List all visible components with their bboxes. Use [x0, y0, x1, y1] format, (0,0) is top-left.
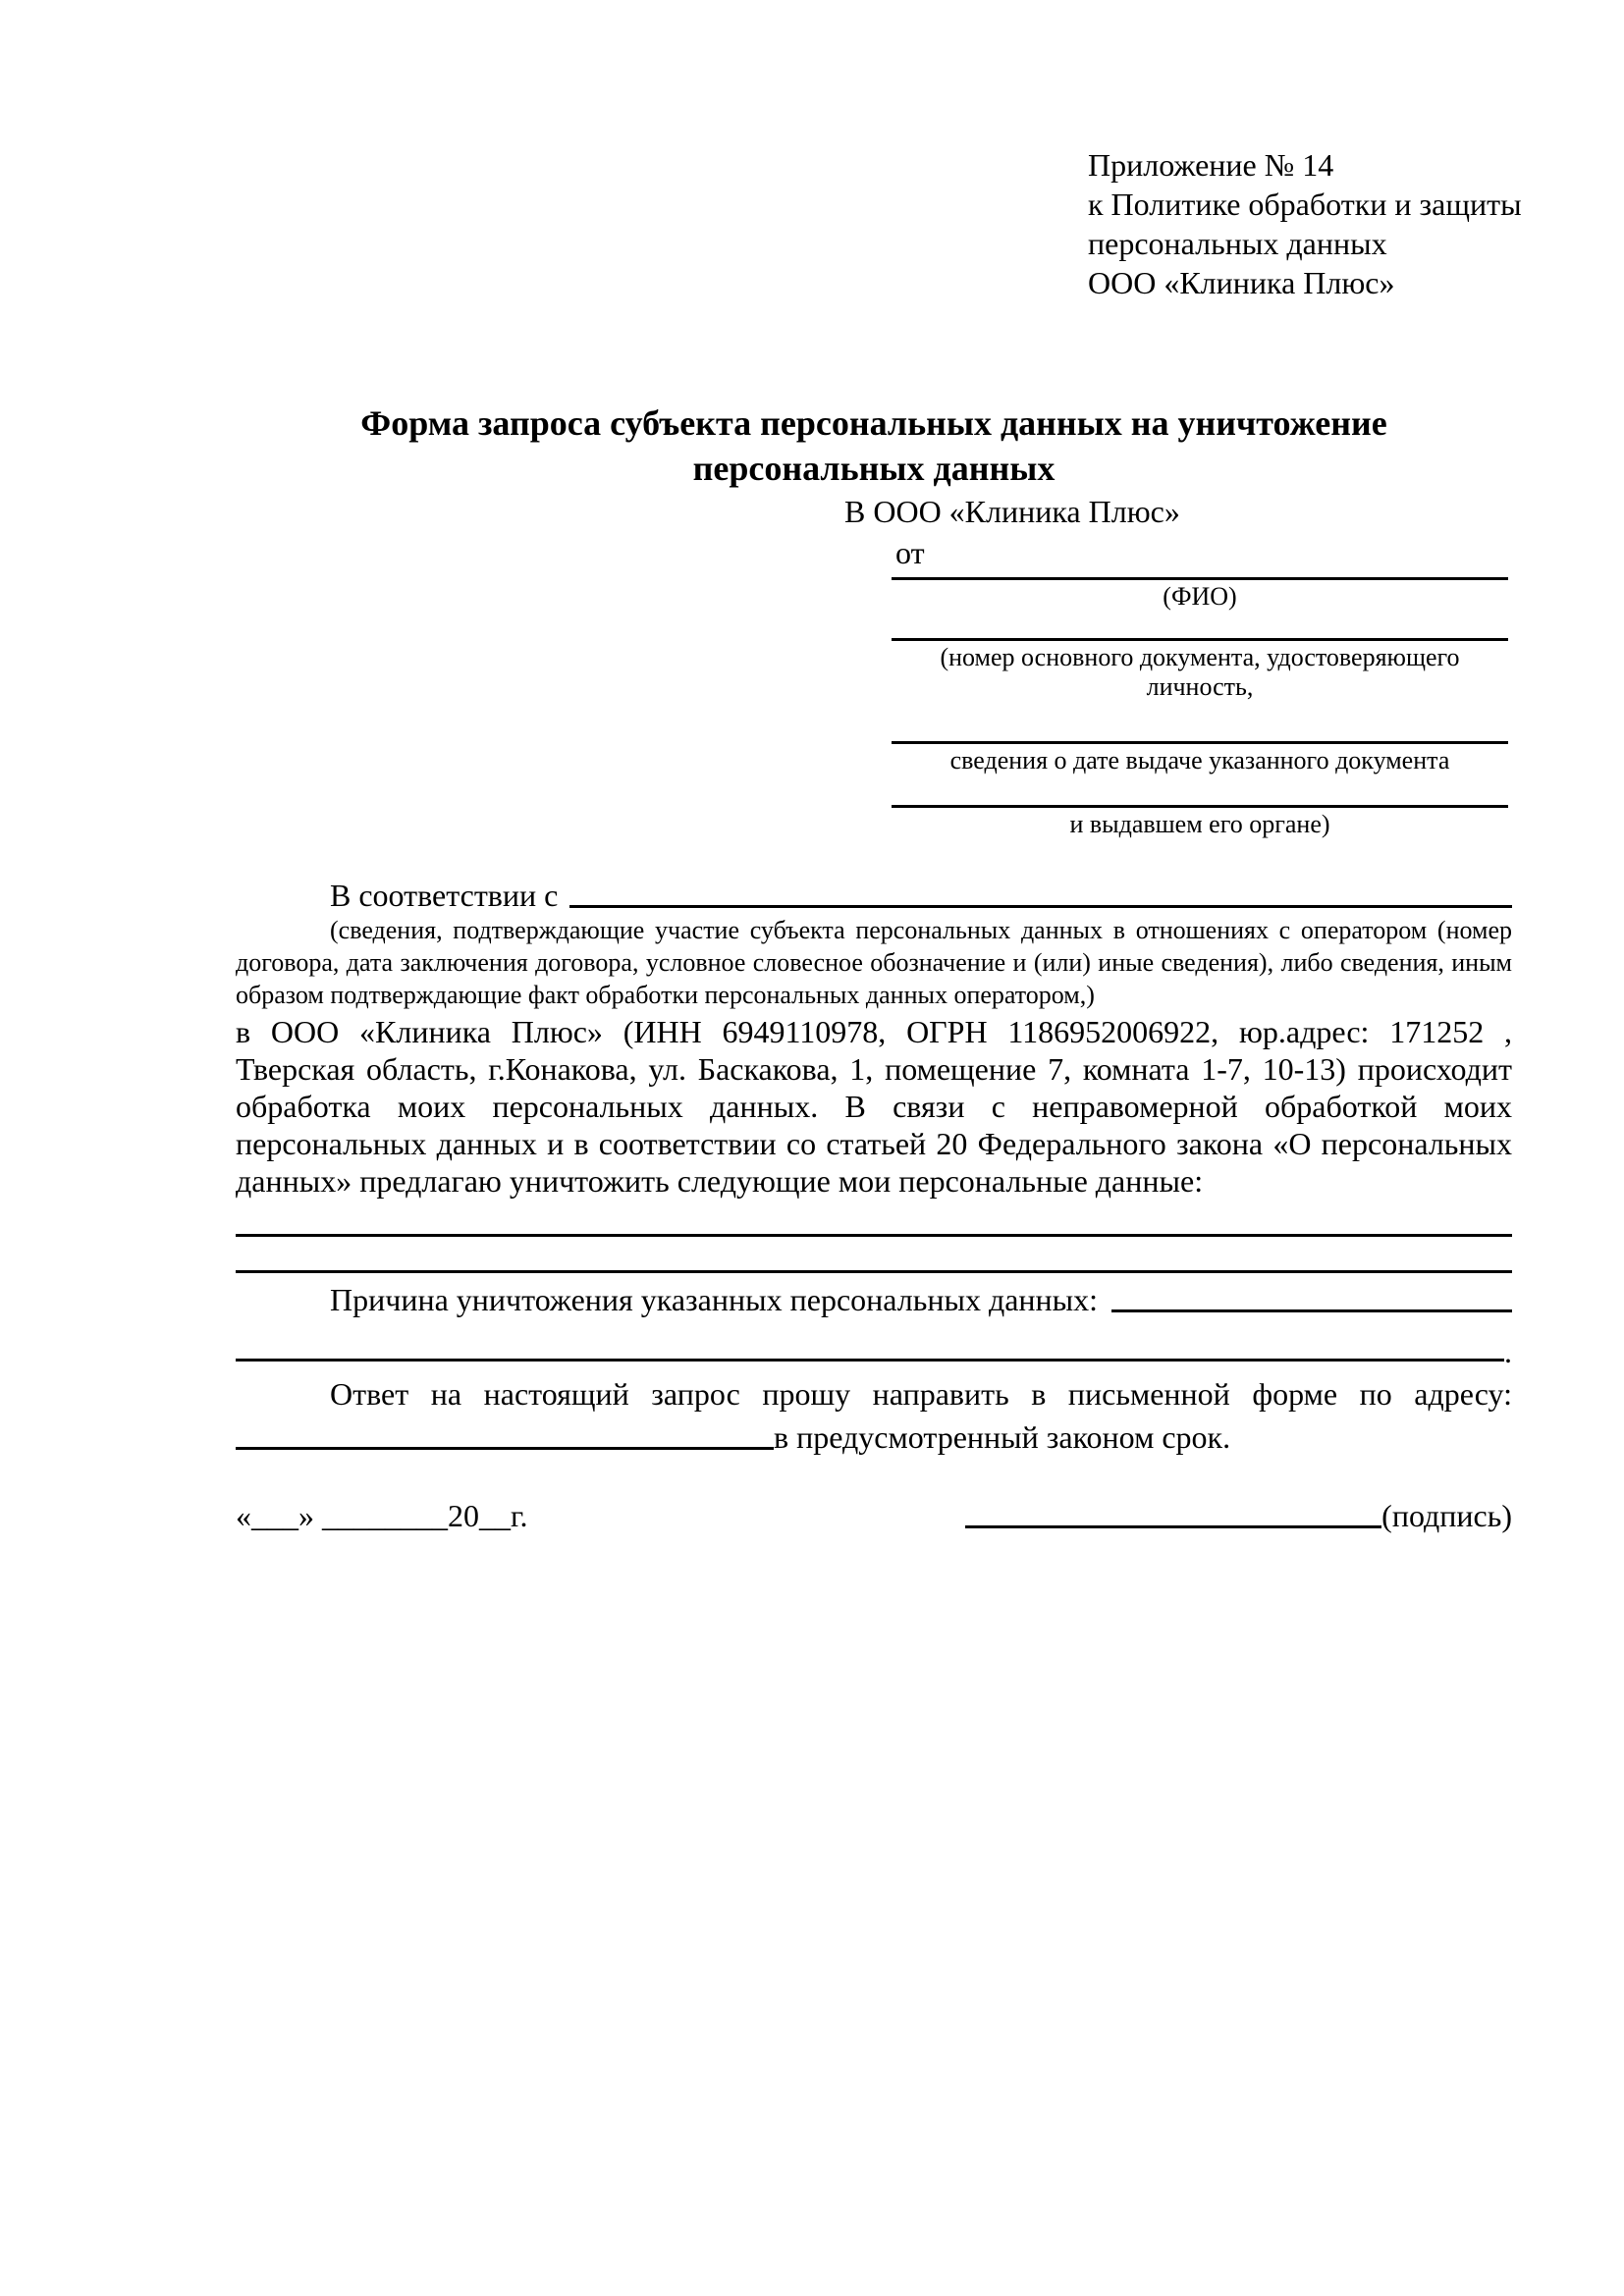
response-suffix: в предусмотренный законом срок.	[774, 1419, 1231, 1455]
accordance-row	[236, 877, 1512, 914]
appendix-line: персональных данных	[1088, 226, 1387, 261]
main-paragraph: в ООО «Клиника Плюс» (ИНН 6949110978, ОГРН 1186952006922, юр.адрес: 171252 , Тверская область, г.Конакова, ул. Баскакова, 1, помещение 7, комната 1-7, 10-13) происходит обработка моих персональных данных. В связи с неправомерной обработкой моих персональных данных и в соответствии со статьей 20 Федерального закона «О персональных данных» предлагаю уничтожить следующие мои персональные данные:	[236, 1014, 1512, 1199]
appendix-line: ООО «Клиника Плюс»	[1088, 265, 1395, 300]
appendix-line: Приложение № 14	[1088, 147, 1334, 183]
signature-blank-line	[965, 1525, 1381, 1528]
issuing-authority-field	[892, 805, 1508, 839]
reason-row	[236, 1281, 1512, 1318]
issue-date-caption: сведения о дате выдаче указанного документа	[949, 746, 1450, 774]
appendix-line: к Политике обработки и защиты	[1088, 187, 1522, 222]
accordance-prefix: В соответствии с	[330, 878, 559, 913]
appendix-header	[1088, 145, 1522, 302]
reason-period: .	[1504, 1334, 1512, 1369]
response-address-row	[236, 1418, 1512, 1456]
fio-field	[892, 577, 1508, 612]
issuing-authority-caption: и выдавшем его органе)	[1069, 810, 1330, 838]
from-label: от	[895, 535, 925, 570]
reason-blank-line-2	[236, 1359, 1504, 1362]
issue-date-field	[892, 741, 1508, 775]
signature-group	[965, 1497, 1512, 1534]
document-title: Форма запроса субъекта персональных данных на уничтожение персональных данных	[360, 403, 1387, 488]
fio-caption: (ФИО)	[1163, 582, 1237, 611]
issuing-authority-blank-line	[892, 805, 1508, 808]
signature-caption: (подпись)	[1381, 1498, 1512, 1533]
requester-fields	[892, 577, 1508, 839]
id-number-caption: (номер основного документа, удостоверяющего личность,	[940, 643, 1460, 701]
document-content	[236, 0, 1522, 1534]
id-number-blank-line	[892, 638, 1508, 641]
date-blank: «___» ________20__г.	[236, 1498, 528, 1533]
reason-blank-line	[1111, 1309, 1512, 1312]
response-paragraph: Ответ на настоящий запрос прошу направить в письменной форме по адресу:	[330, 1376, 1512, 1412]
accordance-blank-line	[569, 905, 1512, 908]
accordance-footnote: (сведения, подтверждающие участие субъекта персональных данных в отношениях с оператором (номер договора, дата заключения договора, условное словесное обозначение и (или) иные сведения), либо сведения, иным образом подтверждающие факт обработки персональных данных оператором,)	[236, 916, 1512, 1009]
id-number-field	[892, 638, 1508, 702]
data-blank-line-2	[236, 1270, 1512, 1273]
issue-date-blank-line	[892, 741, 1508, 744]
reason-label: Причина уничтожения указанных персональных данных:	[330, 1282, 1099, 1317]
fio-blank-line	[892, 577, 1508, 580]
address-blank-line	[236, 1447, 774, 1450]
data-blank-line-1	[236, 1234, 1512, 1237]
date-signature-row	[236, 1497, 1512, 1534]
reason-continuation-row	[236, 1334, 1512, 1369]
addressee-line: В ООО «Клиника Плюс»	[844, 494, 1180, 529]
